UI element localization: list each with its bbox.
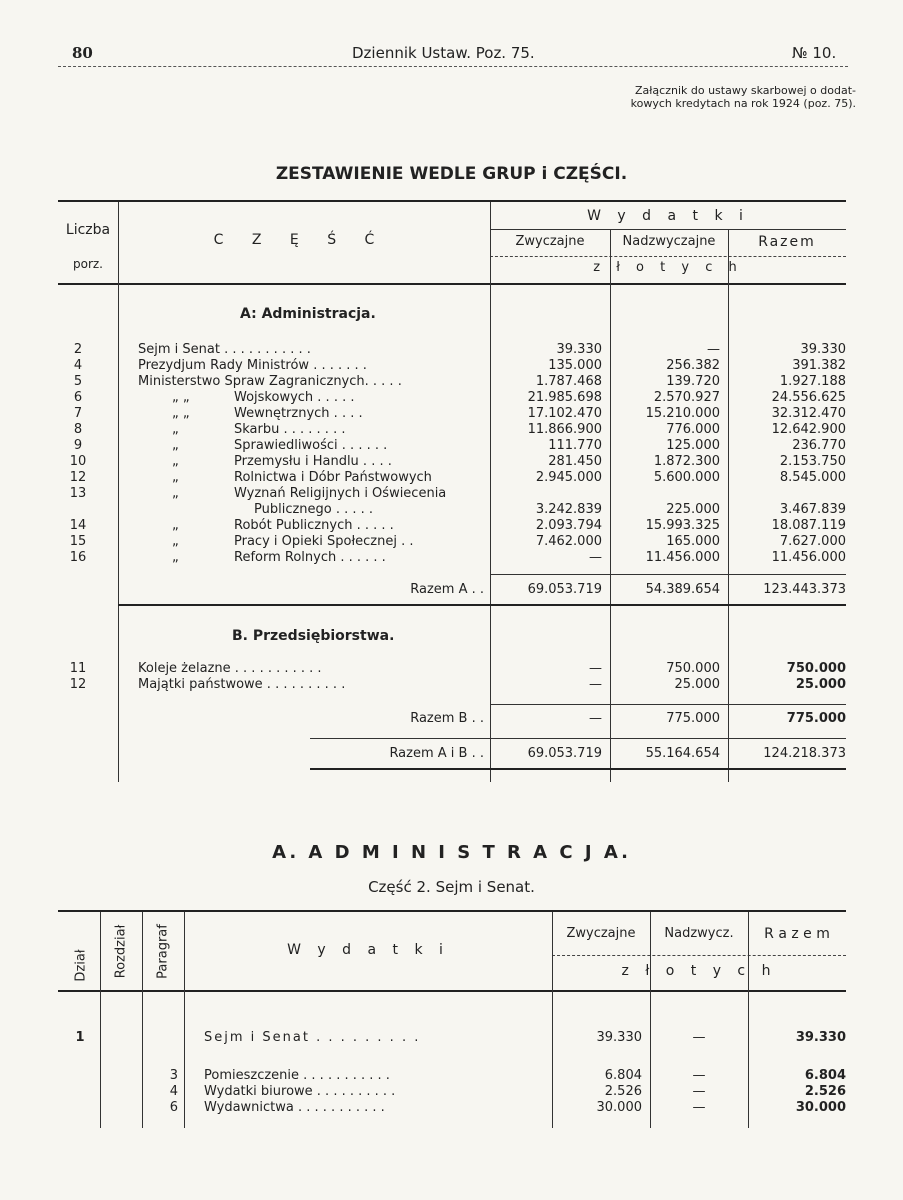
row-extraordinary: 1.872.300 [653,454,720,469]
row-number: 7 [73,406,83,421]
header-rozdzial: Rozdział [113,924,129,979]
row-part-name: Majątki państwowe . . . . . . . . . . [138,677,346,692]
row-total: 1.927.188 [779,374,846,389]
summary-row [0,518,903,534]
row-ordinary: 39.330 [556,342,602,357]
row-part-name: Sprawiedliwości . . . . . . [234,438,388,453]
row-total: 25.000 [795,677,846,692]
row-number: 13 [69,486,87,501]
appendix-line-2: kowych kredytach na rok 1924 (poz. 75). [630,97,856,110]
summary-row [0,486,903,502]
row-ordinary: 11.866.900 [527,422,602,437]
row-number: 12 [69,470,87,485]
total-b-ordinary: — [589,711,602,726]
header-ordinary: Zwyczajne [515,234,585,249]
row-total: 3.467.839 [779,502,846,517]
header-currency: z ł o t y c h [593,260,743,275]
summary-subheader-rule [490,229,846,230]
row-total: 391.382 [792,358,846,373]
detail-header-ordinary: Zwyczajne [566,926,636,941]
summary-row [0,406,903,422]
summary-row [0,422,903,438]
summary-row [0,550,903,566]
total-b-label: Razem B . . [410,711,484,726]
row-part-name: Rolnictwa i Dóbr Państwowych [234,470,432,485]
total-a-bottom-rule [118,604,846,606]
row-paragraf: 3 [169,1068,178,1083]
row-extraordinary: 125.000 [666,438,720,453]
row-total: 12.642.900 [771,422,846,437]
row-ordinary: 135.000 [548,358,602,373]
detail-row [0,1068,903,1084]
summary-row [0,358,903,374]
header-dzial: Dział [73,949,89,982]
detail-row [0,1084,903,1100]
row-ordinary: 3.242.839 [535,502,602,517]
detail-top-rule [58,910,846,912]
detail-header-expenses: W y d a t k i [287,942,449,958]
row-extraordinary: — [692,1030,706,1045]
row-ordinary: 1.787.468 [535,374,602,389]
ditto-mark: „ [172,518,179,533]
row-total: 39.330 [795,1030,846,1045]
detail-header-extraordinary: Nadzwycz. [664,926,734,941]
row-ordinary: 30.000 [596,1100,642,1115]
row-expense-name: Wydatki biurowe . . . . . . . . . . [204,1084,396,1099]
ditto-mark: „ [172,534,179,549]
row-number: 15 [69,534,87,549]
detail-row [0,1030,903,1046]
row-extraordinary: — [692,1068,706,1083]
row-number: 11 [69,661,87,676]
ditto-mark: „ „ [172,390,190,405]
total-b-top-rule [490,704,846,705]
row-part-name: Wojskowych . . . . . [234,390,355,405]
row-total: 236.770 [792,438,846,453]
header-lp-2: porz. [72,257,103,271]
total-ab-row [0,746,903,762]
total-ab-label: Razem A i B . . [389,746,484,761]
row-part-name: Pracy i Opieki Społecznej . . [234,534,414,549]
detail-header-rule [58,990,846,992]
row-ordinary: 21.985.698 [527,390,602,405]
row-part-name: Wewnętrznych . . . . [234,406,363,421]
row-part-name: Publicznego . . . . . [254,502,374,517]
row-total: 11.456.000 [771,550,846,565]
summary-row [0,390,903,406]
row-total: 32.312.470 [771,406,846,421]
ditto-mark: „ [172,422,179,437]
row-extraordinary: 165.000 [666,534,720,549]
detail-header-total: R a z e m [764,926,830,942]
row-part-name: Przemysłu i Handlu . . . . [234,454,392,469]
detail-row [0,1100,903,1116]
row-number: 5 [73,374,83,389]
row-extraordinary: 225.000 [666,502,720,517]
ditto-mark: „ „ [172,406,190,421]
row-ordinary: 17.102.470 [527,406,602,421]
row-extraordinary: 15.993.325 [645,518,720,533]
row-expense-name: Pomieszczenie . . . . . . . . . . . [204,1068,390,1083]
row-ordinary: 2.945.000 [535,470,602,485]
row-total: 750.000 [786,661,846,676]
header-extraordinary: Nadzwyczajne [622,234,716,249]
detail-subheader-rule [552,955,846,956]
row-number: 10 [69,454,87,469]
total-ab-top-rule [310,738,846,739]
row-extraordinary: 256.382 [666,358,720,373]
summary-row [0,438,903,454]
row-ordinary: — [589,677,602,692]
total-ab-bottom-rule [310,768,846,770]
row-ordinary: 111.770 [548,438,602,453]
row-total: 2.153.750 [779,454,846,469]
header-rule [58,66,848,67]
summary-row [0,454,903,470]
ditto-mark: „ [172,470,179,485]
row-number: 8 [73,422,83,437]
total-a-top-rule [490,574,846,575]
row-extraordinary: 139.720 [666,374,720,389]
summary-row [0,470,903,486]
summary-row [0,374,903,390]
summary-currency-rule [490,256,846,257]
header-paragraf: Paragraf [155,924,171,979]
row-ordinary: 281.450 [548,454,602,469]
row-total: 2.526 [804,1084,846,1099]
row-number: 14 [69,518,87,533]
row-ordinary: 2.093.794 [535,518,602,533]
detail-subtitle: Część 2. Sejm i Senat. [368,878,535,896]
journal-title: Dziennik Ustaw. Poz. 75. [352,44,535,62]
row-extraordinary: — [692,1100,706,1115]
row-extraordinary: 11.456.000 [645,550,720,565]
total-b-extraordinary: 775.000 [666,711,720,726]
row-total: 8.545.000 [779,470,846,485]
row-extraordinary: 750.000 [666,661,720,676]
row-extraordinary: — [707,342,720,357]
row-part-name: Wyznań Religijnych i Oświecenia [234,486,447,501]
row-ordinary: 2.526 [604,1084,642,1099]
row-extraordinary: 776.000 [666,422,720,437]
row-part-name: Ministerstwo Spraw Zagranicznych. . . . . [138,374,402,389]
row-paragraf: 4 [169,1084,178,1099]
total-a-row [0,582,903,598]
row-number: 12 [69,677,87,692]
row-number: 6 [73,390,83,405]
detail-title: A. A D M I N I S T R A C J A. [272,842,631,863]
row-total: 24.556.625 [771,390,846,405]
summary-row [0,502,903,518]
row-ordinary: — [589,550,602,565]
section-a-heading: A: Administracja. [240,306,376,322]
ditto-mark: „ [172,550,179,565]
appendix-line-1: Załącznik do ustawy skarbowej o dodat- [635,84,856,97]
total-ab-extraordinary: 55.164.654 [645,746,720,761]
header-expenses: W y d a t k i [587,208,749,224]
row-number: 4 [73,358,83,373]
row-part-name: Koleje żelazne . . . . . . . . . . . [138,661,322,676]
row-extraordinary: 15.210.000 [645,406,720,421]
summary-row [0,342,903,358]
total-b-row [0,711,903,727]
row-total: 6.804 [804,1068,846,1083]
row-ordinary: 39.330 [596,1030,642,1045]
row-expense-name: Sejm i Senat . . . . . . . . . [204,1030,421,1045]
row-expense-name: Wydawnictwa . . . . . . . . . . . [204,1100,385,1115]
header-lp-1: Liczba [65,222,111,238]
ditto-mark: „ [172,486,179,501]
row-number: 16 [69,550,87,565]
row-number: 9 [73,438,83,453]
row-paragraf: 6 [169,1100,178,1115]
issue-number: № 10. [792,44,837,62]
row-total: 39.330 [800,342,846,357]
total-a-extraordinary: 54.389.654 [645,582,720,597]
summary-top-rule [58,200,846,202]
row-extraordinary: — [692,1084,706,1099]
row-total: 18.087.119 [771,518,846,533]
row-extraordinary: 5.600.000 [653,470,720,485]
summary-row [0,677,903,693]
summary-row [0,661,903,677]
page-number: 80 [72,44,93,62]
section-b-heading: B. Przedsiębiorstwa. [232,628,395,644]
row-dzial: 1 [75,1030,85,1045]
row-ordinary: 6.804 [604,1068,642,1083]
total-b-total: 775.000 [786,711,846,726]
row-number: 2 [73,342,83,357]
row-extraordinary: 25.000 [674,677,720,692]
ditto-mark: „ [172,438,179,453]
appendix-note [556,84,856,110]
header-part: C Z Ę Ś Ć [213,232,387,248]
row-part-name: Sejm i Senat . . . . . . . . . . . [138,342,311,357]
row-part-name: Skarbu . . . . . . . . [234,422,346,437]
detail-header-currency: z ł o t y c h [621,963,777,979]
row-ordinary: — [589,661,602,676]
total-a-label: Razem A . . [410,582,484,597]
total-a-ordinary: 69.053.719 [527,582,602,597]
row-part-name: Robót Publicznych . . . . . [234,518,394,533]
row-extraordinary: 2.570.927 [653,390,720,405]
ditto-mark: „ [172,454,179,469]
header-total: Razem [758,234,816,250]
summary-title: ZESTAWIENIE WEDLE GRUP i CZĘŚCI. [275,164,628,184]
row-total: 7.627.000 [779,534,846,549]
row-ordinary: 7.462.000 [535,534,602,549]
summary-row [0,534,903,550]
total-a-total: 123.443.373 [763,582,846,597]
row-part-name: Reform Rolnych . . . . . . [234,550,386,565]
row-part-name: Prezydjum Rady Ministrów . . . . . . . [138,358,367,373]
total-ab-ordinary: 69.053.719 [527,746,602,761]
row-total: 30.000 [795,1100,846,1115]
total-ab-total: 124.218.373 [763,746,846,761]
